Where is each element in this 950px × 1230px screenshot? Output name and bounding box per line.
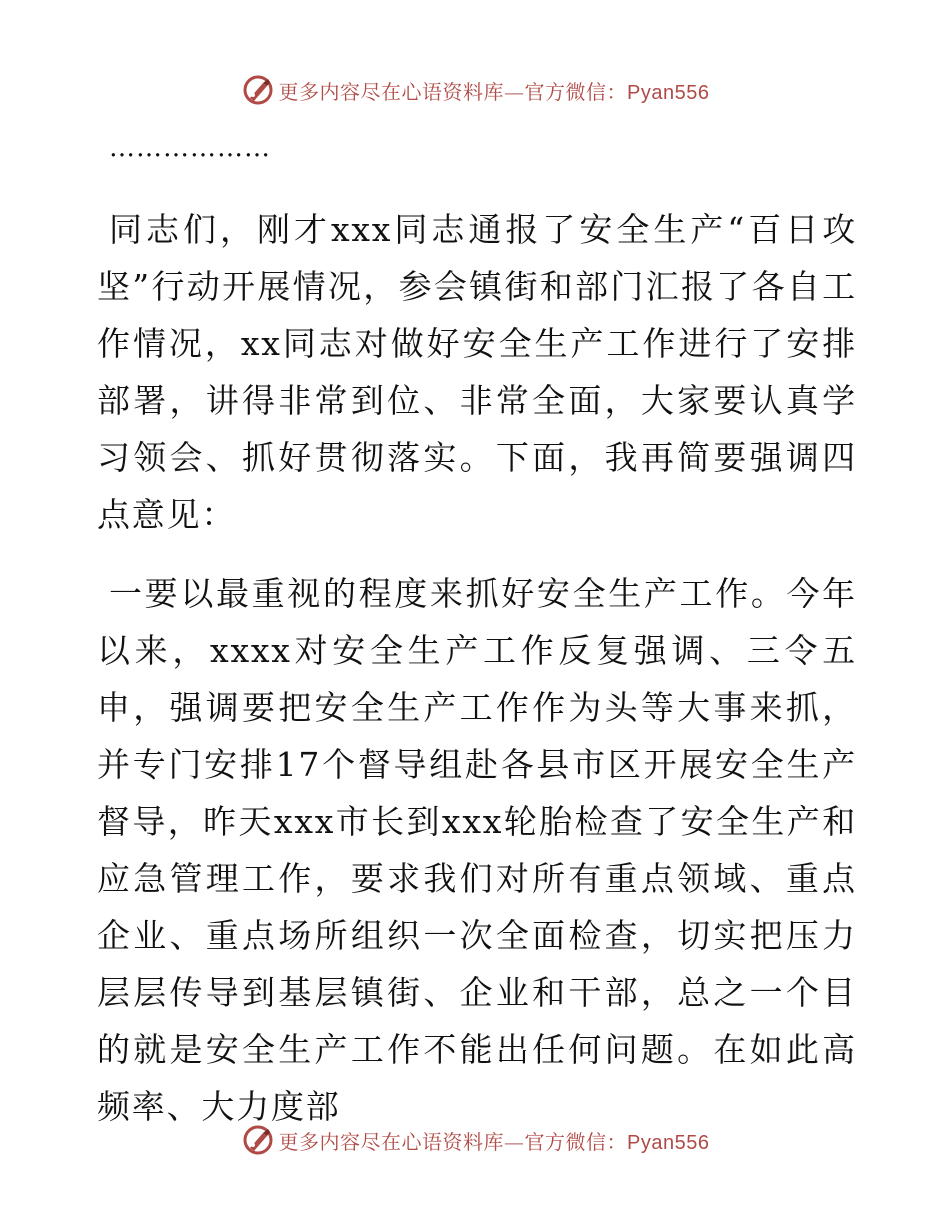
pen-logo-icon [241,73,275,107]
ellipsis-line: ……………… [109,133,271,163]
document-body [97,120,857,1135]
watermark-site-text: 更多内容尽在心语资料库 [278,79,505,104]
watermark-separator: — [504,1129,525,1154]
watermark-wechat-label: 官方微信： [524,79,628,104]
watermark-text [279,1126,710,1155]
watermark-text [279,76,710,105]
watermark-site-text: 更多内容尽在心语资料库 [278,1129,505,1154]
watermark-wechat-label: 官方微信： [524,1129,628,1154]
footer-watermark [0,1120,950,1160]
watermark-wechat-handle: Pyan556 [627,1131,710,1154]
watermark-wechat-handle: Pyan556 [627,81,710,104]
header-watermark [0,70,950,110]
watermark-separator: — [504,79,525,104]
paragraph-point-one: 一要以最重视的程度来抓好安全生产工作。今年以来，xxxx对安全生产工作反复强调、三令五申，强调要把安全生产工作作为头等大事来抓，并专门安排17个督导组赴各县市区开展安全生产督导，昨天xxx市长到xxx轮胎检查了安全生产和应急管理工作，要求我们对所有重点领域、重点企业、重点场所组织一次全面检查，切实把压力层层传导到基层镇街、企业和干部，总之一个目的就是安全生产工作不能出任何问题。在如此高频率、大力度部 [97,574,857,1126]
pen-logo-icon [241,1123,275,1157]
paragraph-intro: 同志们，刚才xxx同志通报了安全生产“百日攻坚”行动开展情况，参会镇街和部门汇报了各自工作情况，xx同志对做好安全生产工作进行了安排部署，讲得非常到位、非常全面，大家要认真学习领会、抓好贯彻落实。下面，我再简要强调四点意见： [97,210,857,534]
